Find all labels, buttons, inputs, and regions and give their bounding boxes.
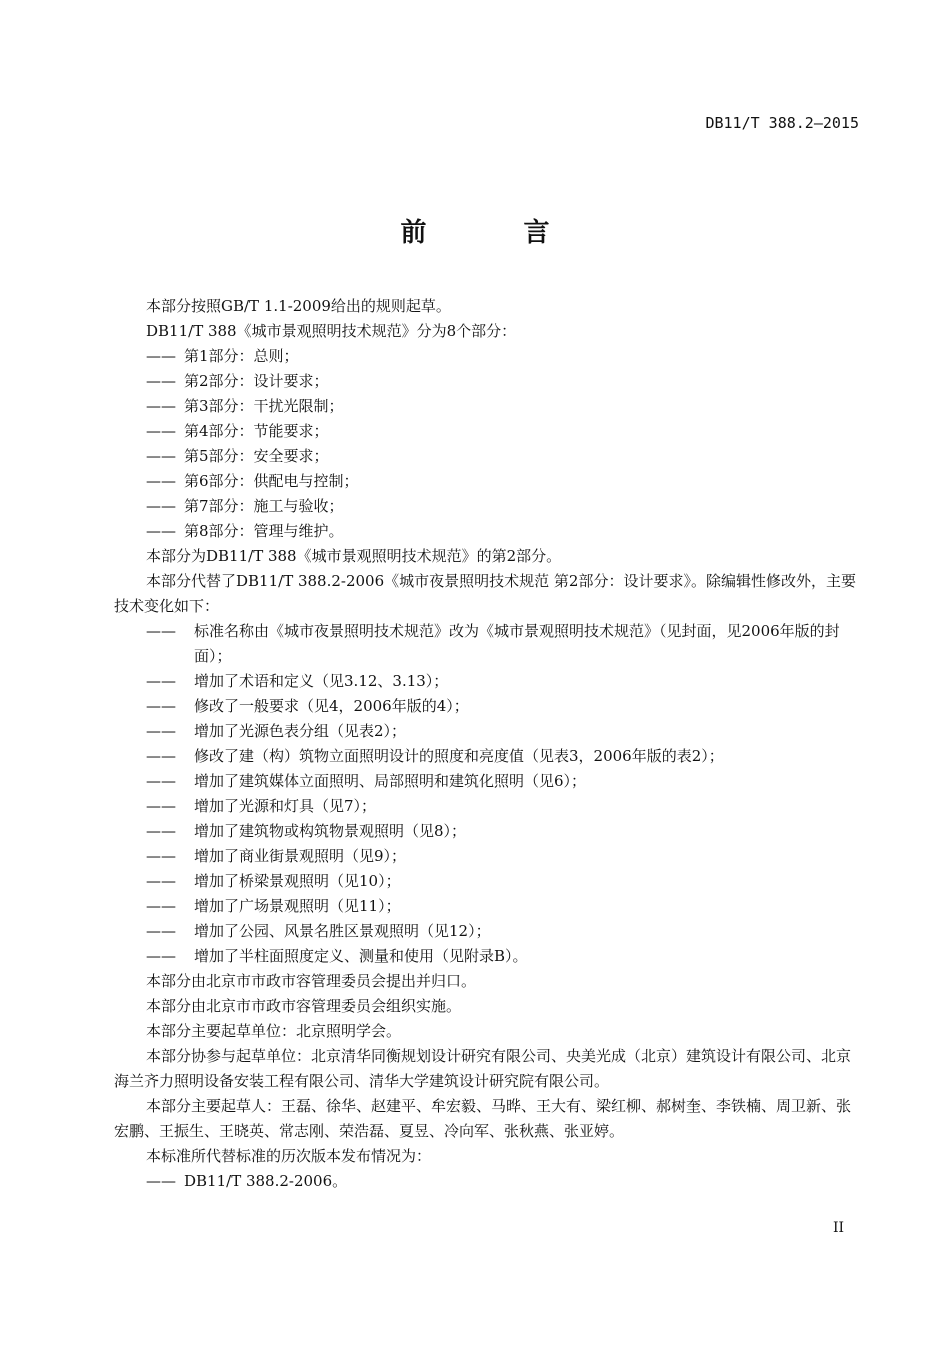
document-id-header: DB11/T 388.2—2015 [705,114,859,132]
change-list-item: —— 增加了公园、风景名胜区景观照明（见12）； [146,922,491,940]
closing-paragraph: 本部分由北京市市政市容管理委员会组织实施。 [146,997,462,1015]
intro-paragraph: DB11/T 388《城市景观照明技术规范》分为8个部分： [146,322,517,340]
part-of-paragraph: 本部分为DB11/T 388《城市景观照明技术规范》的第2部分。 [146,547,562,565]
change-list-item: —— 增加了术语和定义（见3.12、3.13）； [146,672,449,690]
change-list-item: —— 修改了一般要求（见4，2006年版的4）； [146,697,469,715]
change-list-item: —— 修改了建（构）筑物立面照明设计的照度和亮度值（见表3，2006年版的表2）； [146,747,724,765]
closing-paragraph: 本标准所代替标准的历次版本发布情况为： [146,1147,432,1165]
closing-paragraph: 本部分主要起草单位：北京照明学会。 [146,1022,402,1040]
foreword-body [114,294,862,1194]
part-list-item: —— 第5部分：安全要求； [146,447,329,465]
change-list-item: —— 增加了光源和灯具（见7）； [146,797,377,815]
part-list-item: —— 第3部分：干扰光限制； [146,397,344,415]
change-list-item: —— 增加了广场景观照明（见11）； [146,897,401,915]
closing-paragraph: 本部分由北京市市政市容管理委员会提出并归口。 [146,972,477,990]
closing-paragraph: 本部分主要起草人：王磊、徐华、赵建平、牟宏毅、马晔、王大有、梁红柳、郝树奎、李铁楠、周卫新、张宏鹏、王振生、王晓英、常志刚、荣浩磊、夏昱、冷向军、张秋燕、张亚婷。 [114,1097,852,1140]
part-list-item: —— 第4部分：节能要求； [146,422,329,440]
history-list-item: —— DB11/T 388.2-2006。 [146,1172,348,1190]
part-list-item: —— 第7部分：施工与验收； [146,497,344,515]
change-list-item: —— 增加了光源色表分组（见表2）； [146,722,407,740]
closing-paragraph: 本部分协参与起草单位：北京清华同衡规划设计研究有限公司、央美光成（北京）建筑设计有限公司、北京海兰齐力照明设备安装工程有限公司、清华大学建筑设计研究院有限公司。 [114,1047,852,1090]
change-list-item: —— 增加了商业街景观照明（见9）； [146,847,407,865]
intro-paragraph: 本部分按照GB/T 1.1-2009给出的规则起草。 [146,297,451,315]
change-list-item: —— 增加了桥梁景观照明（见10）； [146,872,401,890]
part-list-item: —— 第8部分：管理与维护。 [146,522,344,540]
change-list-item: —— 标准名称由《城市夜景照明技术规范》改为《城市景观照明技术规范》（见封面，见2006年版的封面）； [146,622,840,665]
part-list-item: —— 第1部分：总则； [146,347,299,365]
replaces-paragraph: 本部分代替了DB11/T 388.2-2006《城市夜景照明技术规范 第2部分：设计要求》。除编辑性修改外，主要技术变化如下： [114,572,856,615]
change-list-item: —— 增加了建筑媒体立面照明、局部照明和建筑化照明（见6）； [146,772,587,790]
page-number: II [832,1220,844,1236]
change-list-item: —— 增加了建筑物或构筑物景观照明（见8）； [146,822,467,840]
change-list-item: —— 增加了半柱面照度定义、测量和使用（见附录B）。 [146,947,528,965]
page-title: 前 言 [400,218,594,248]
part-list-item: —— 第6部分：供配电与控制； [146,472,359,490]
part-list-item: —— 第2部分：设计要求； [146,372,329,390]
